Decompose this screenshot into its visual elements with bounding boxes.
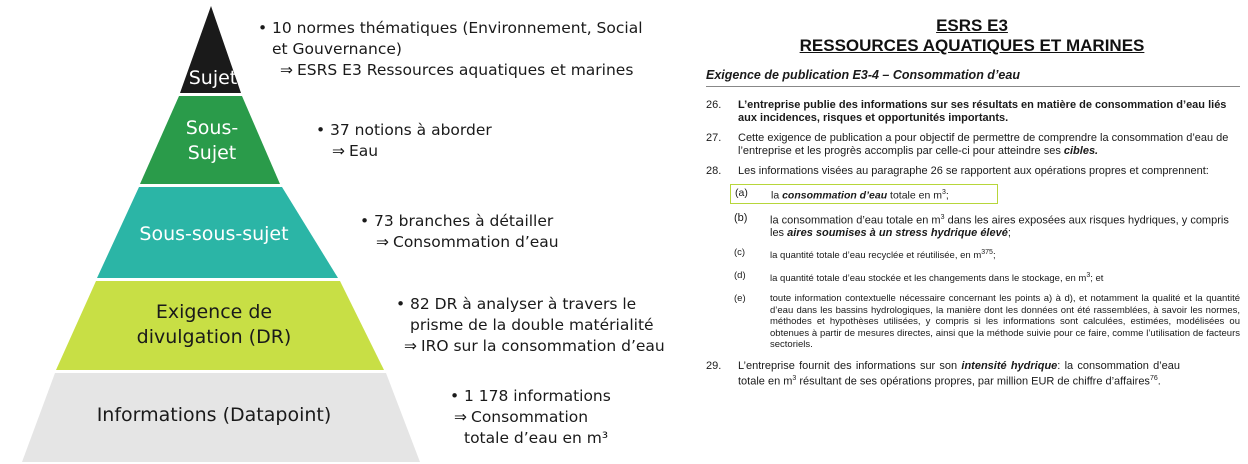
item-a-highlighted: (a) la consommation d’eau totale en $m^3$; xyxy=(730,184,998,205)
tier-label-sous-sujet: Sous-Sujet xyxy=(185,117,239,164)
tier-label-sous-sous-sujet: Sous-sous-sujet xyxy=(139,223,289,245)
bullet-exigence-dr: • 82 DR à analyser à travers le prisme de la double matérialité ⇒ IRO sur la consommation d’eau xyxy=(396,295,665,355)
esrs-document-excerpt xyxy=(704,16,1240,388)
bullet-informations: • 1 178 informations ⇒ Consommation totale d’eau en m³ xyxy=(450,387,611,447)
paragraph-27: 27. Cette exigence de publication a pour objectif de permettre de comprendre la consommation d’eau de l’entreprise et les progrès accomplis par celle-ci pour atteindre ses cibles. xyxy=(706,132,1229,157)
bullet-sujet: • 10 normes thématiques (Environnement, Social et Gouvernance) ⇒ ESRS E3 Ressources aquatiques et marines xyxy=(258,19,643,79)
implies-arrow-icon: ⇒ xyxy=(454,408,467,426)
tier-label-exigence-dr: Exigence de divulgation (DR) xyxy=(136,301,292,348)
implies-arrow-icon: ⇒ xyxy=(376,233,389,251)
doc-title-2: RESSOURCES AQUATIQUES ET MARINES xyxy=(799,36,1145,55)
tier-label-informations: Informations (Datapoint) xyxy=(96,404,332,426)
implies-arrow-icon: ⇒ xyxy=(280,61,293,79)
doc-subtitle: Exigence de publication E3-4 – Consommation d’eau xyxy=(706,68,1240,87)
bullet-sous-sous-sujet: • 73 branches à détailler ⇒ Consommation d’eau xyxy=(360,212,559,251)
bullet-sous-sujet: • 37 notions à aborder ⇒ Eau xyxy=(316,121,492,160)
paragraph-29: 29. L’entreprise fournit des informations sur son intensité hydrique: la consommation d’eau totale en $m^3$ résultant de ses opérations propres, par million EUR de chiffre d’affaires$^{76}$. xyxy=(706,360,1180,388)
implies-arrow-icon: ⇒ xyxy=(404,337,417,355)
implies-arrow-icon: ⇒ xyxy=(332,142,345,160)
paragraph-26: 26. L’entreprise publie des informations sur ses résultats en matière de consommation d’eau liés aux incidences, risques et opportunités importants. xyxy=(706,99,1227,124)
item-c: (c) la quantité totale d’eau recyclée et réutilisée, en $m^{375}$; xyxy=(734,247,996,262)
tier-sous-sujet xyxy=(140,96,280,184)
paragraph-28: 28. Les informations visées au paragraphe 26 se rapportent aux opérations propres et comprennent: xyxy=(706,165,1209,178)
item-e: (e) toute information contextuelle nécessaire concernant les points a) à d), et notamment la qualité et la quantité d’eau dans les bassins hydrologiques, la manière dont les données ont été rassemblées, à savoir les normes, méthodes et hypothèses utilisées, y compris si les informations sont calculées, estimées, modélisées ou obtenues à partir de mesures directes, ainsi que la méthode suivie pour ce faire, comme l’utilisation de facteurs sectoriels. xyxy=(734,293,1240,351)
doc-title-1: ESRS E3 xyxy=(936,16,1008,35)
tier-label-sujet: Sujet xyxy=(188,67,238,89)
item-b: (b) la consommation d’eau totale en $m^3$ dans les aires exposées aux risques hydriques, y compris les aires soumises à un stress hydrique élevé; xyxy=(734,212,1229,240)
item-d: (d) la quantité totale d’eau stockée et les changements dans le stockage, en $m^3$; et xyxy=(734,270,1104,285)
